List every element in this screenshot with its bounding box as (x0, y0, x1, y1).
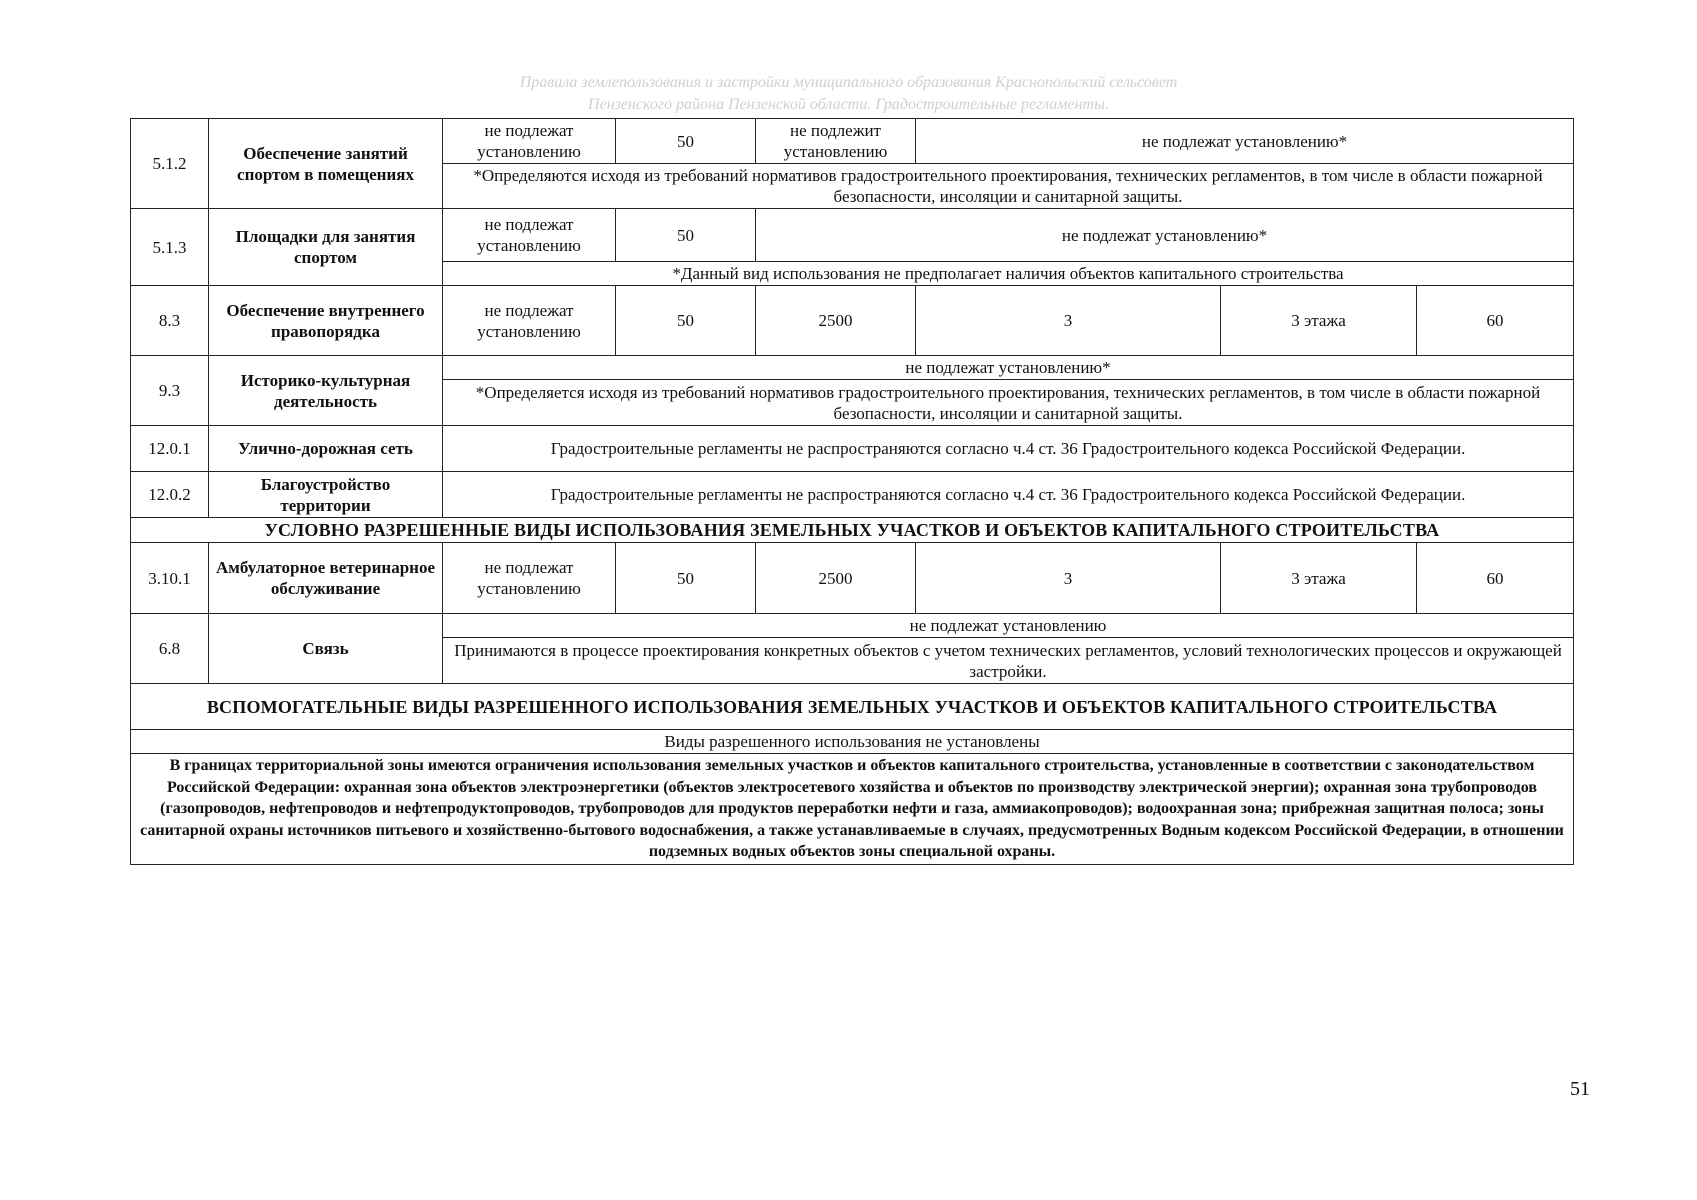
row-code: 8.3 (131, 286, 209, 356)
row-name: Амбулаторное ветеринарное обслуживание (209, 543, 443, 614)
table-row (131, 614, 1574, 638)
cell: не подлежат установлению* (443, 356, 1574, 380)
page-number: 51 (1570, 1078, 1590, 1100)
table-row (131, 286, 1574, 356)
table-row (131, 209, 1574, 262)
row-code: 5.1.2 (131, 119, 209, 209)
table-row (131, 119, 1574, 164)
cell: не подлежат установлению* (916, 119, 1574, 164)
section-row (131, 684, 1574, 730)
row-code: 3.10.1 (131, 543, 209, 614)
table-row (131, 730, 1574, 754)
cell: не подлежат установлению (443, 286, 616, 356)
cell: 3 этажа (1221, 286, 1417, 356)
row-code: 5.1.3 (131, 209, 209, 286)
table-row (131, 754, 1574, 865)
note-cell: Принимаются в процессе проектирования конкретных объектов с учетом технических регламентов, условий технологических процессов и окружающей застройки. (443, 638, 1574, 684)
row-code: 12.0.2 (131, 472, 209, 518)
row-name: Обеспечение занятий спортом в помещениях (209, 119, 443, 209)
cell: Градостроительные регламенты не распространяются согласно ч.4 ст. 36 Градостроительного кодекса Российской Федерации. (443, 426, 1574, 472)
table-row (131, 426, 1574, 472)
cell: 50 (616, 119, 756, 164)
cell: 3 (916, 286, 1221, 356)
auxiliary-text: Виды разрешенного использования не установлены (131, 730, 1574, 754)
cell: не подлежит установлению (756, 119, 916, 164)
row-code: 12.0.1 (131, 426, 209, 472)
cell: 3 (916, 543, 1221, 614)
row-name: Благоустройство территории (209, 472, 443, 518)
row-name: Историко-культурная деятельность (209, 356, 443, 426)
table-row (131, 543, 1574, 614)
row-code: 9.3 (131, 356, 209, 426)
cell: 60 (1417, 543, 1574, 614)
table-row (131, 356, 1574, 380)
page-header (0, 72, 1697, 116)
section-title-conditional: УСЛОВНО РАЗРЕШЕННЫЕ ВИДЫ ИСПОЛЬЗОВАНИЯ ЗЕМЕЛЬНЫХ УЧАСТКОВ И ОБЪЕКТОВ КАПИТАЛЬНОГО СТРОИТЕЛЬСТВА (131, 518, 1574, 543)
restrictions-text: В границах территориальной зоны имеются ограничения использования земельных участков и объектов капитального строительства, установленные в соответствии с законодательством Российской Федерации: охранная зона объектов электроэнергетики (объектов электросетевого хозяйства и объектов по производству электрической энергии); охранная зона трубопроводов (газопроводов, нефтепроводов и нефтепродуктопроводов, трубопроводов для продуктов переработки нефти и газа, аммиакопроводов); водоохранная зона; прибрежная защитная полоса; зоны санитарной охраны источников питьевого и хозяйственно-бытового водоснабжения, а также устанавливаемые в случаях, предусмотренных Водным кодексом Российской Федерации, в отношении подземных водных объектов зоны специальной охраны. (131, 754, 1574, 865)
cell: 60 (1417, 286, 1574, 356)
cell: не подлежат установлению* (756, 209, 1574, 262)
section-title-auxiliary: ВСПОМОГАТЕЛЬНЫЕ ВИДЫ РАЗРЕШЕННОГО ИСПОЛЬЗОВАНИЯ ЗЕМЕЛЬНЫХ УЧАСТКОВ И ОБЪЕКТОВ КАПИТАЛЬНОГО СТРОИТЕЛЬСТВА (131, 684, 1574, 730)
cell: 50 (616, 286, 756, 356)
row-name: Обеспечение внутреннего правопорядка (209, 286, 443, 356)
section-row (131, 518, 1574, 543)
regulations-table (130, 118, 1574, 865)
header-line-1: Правила землепользования и застройки муниципального образования Краснопольский сельсовет (519, 74, 1178, 91)
note-cell: *Данный вид использования не предполагает наличия объектов капитального строительства (443, 262, 1574, 286)
cell: 50 (616, 209, 756, 262)
cell: не подлежат установлению (443, 543, 616, 614)
note-cell: *Определяются исходя из требований нормативов градостроительного проектирования, технических регламентов, в том числе в области пожарной безопасности, инсоляции и санитарной защиты. (443, 164, 1574, 209)
cell: не подлежат установлению (443, 209, 616, 262)
cell: 2500 (756, 543, 916, 614)
cell: 50 (616, 543, 756, 614)
row-name: Связь (209, 614, 443, 684)
table-row (131, 472, 1574, 518)
cell: не подлежат установлению (443, 614, 1574, 638)
note-cell: *Определяется исходя из требований нормативов градостроительного проектирования, технических регламентов, в том числе в области пожарной безопасности, инсоляции и санитарной защиты. (443, 380, 1574, 426)
cell: 3 этажа (1221, 543, 1417, 614)
cell: 2500 (756, 286, 916, 356)
row-code: 6.8 (131, 614, 209, 684)
header-line-2: Пензенского района Пензенской области. Градостроительные регламенты. (588, 96, 1109, 113)
row-name: Улично-дорожная сеть (209, 426, 443, 472)
row-name: Площадки для занятия спортом (209, 209, 443, 286)
cell: не подлежат установлению (443, 119, 616, 164)
cell: Градостроительные регламенты не распространяются согласно ч.4 ст. 36 Градостроительного кодекса Российской Федерации. (443, 472, 1574, 518)
